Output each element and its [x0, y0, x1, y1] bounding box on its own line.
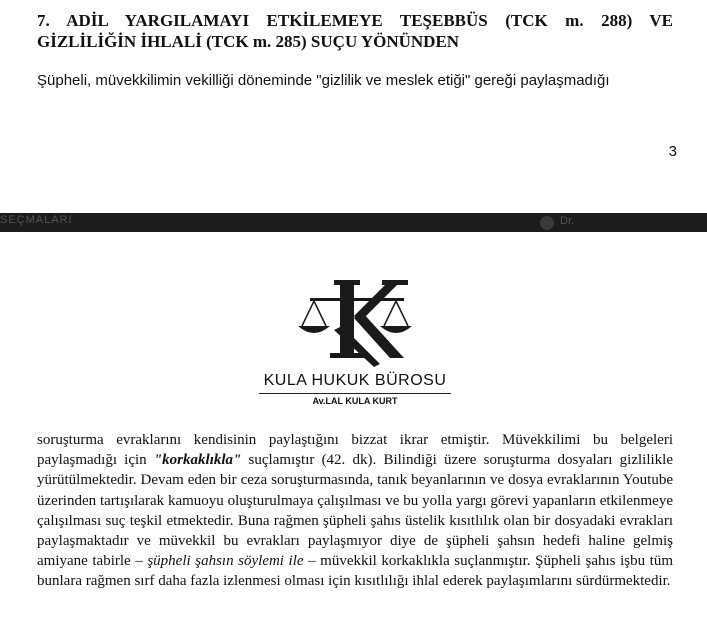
lawyer-name: Av.LAL KULA KURT: [312, 396, 398, 406]
letterhead-divider: [259, 393, 451, 394]
italic-phrase: şüpheli şahsın söylemi ile: [147, 553, 304, 570]
body-paragraph: [37, 430, 673, 592]
avatar-icon: [540, 216, 554, 230]
body-text-segment: soruşturma evraklarını kendisinin paylaştığını bizzat ikrar etmiştir. Müvekkilimi bu belgeleri paylaşmadığı için: [37, 432, 673, 469]
letterhead-logo: [255, 268, 455, 408]
page-number: 3: [668, 143, 677, 160]
page-separator: [0, 213, 707, 232]
firm-name: KULA HUKUK BÜROSU: [263, 372, 447, 389]
separator-right: [540, 216, 600, 230]
section-heading: [37, 10, 673, 52]
quoted-term: "korkaklıkla": [153, 452, 242, 469]
separator-right-text: Dr.: [560, 215, 575, 227]
scales-of-justice-icon: [290, 268, 420, 368]
separator-left-text: SEÇMALARI: [0, 214, 73, 226]
intro-paragraph: Şüpheli, müvekkilimin vekilliği döneminde "gizlilik ve meslek etiği" gereği paylaşmadığı: [37, 72, 610, 89]
section-heading-line-1: 7. ADİL YARGILAMAYI ETKİLEMEYE TEŞEBBÜS (TCK m. 288) VE: [37, 11, 673, 30]
section-heading-line-2: GİZLİLİĞİN İHLALİ (TCK m. 285) SUÇU YÖNÜNDEN: [37, 32, 460, 51]
body-text-segment: – müvekkil korkaklıkla suçlanmıştır. Şüpheli şahıs işbu tüm bunlara rağmen sırf daha fazla izlenmesi olması için kısıtlılığı ihlal ederek paylaşımlarını sürdürmektedir.: [37, 553, 673, 590]
body-text-segment: suçlamıştır (42. dk). Bilindiği üzere soruşturma dosyaları gizlilikle yürütülmektedir. Devam eden bir ceza soruşturmasında, tanık beyanlarının ve dosya evraklarının Youtube üzerinden tartışılarak kamuoyu oluşturulmaya çalışılması ve bu yolla yargı görevi yapanların etkilenmeye çalışılması suç teşkil etmektedir. Buna rağmen şüpheli şahıs üstelik kısıtlılık olan bir dosyadaki evrakları paylaşmaktadır ve müvekkil bu evrakları paylaşmıyor diye de şüpheli şahsın hedefi haline gelmiş amiyane tabirle –: [37, 452, 673, 570]
previous-page: [0, 0, 707, 213]
